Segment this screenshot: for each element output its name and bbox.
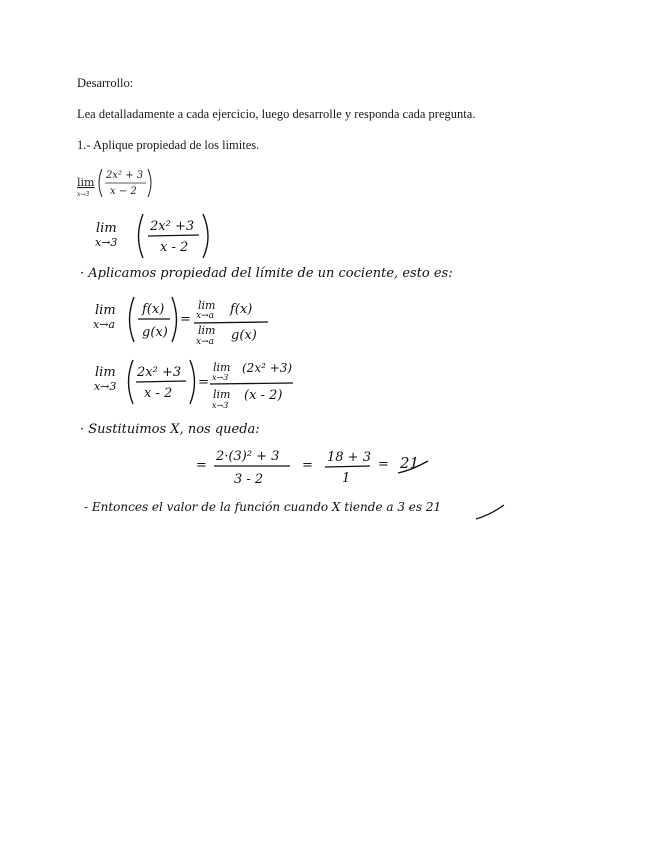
- row4-equals-2: =: [302, 458, 313, 473]
- row3-equals: =: [198, 375, 209, 390]
- hand-row-3: [94, 360, 293, 410]
- row2-r-denominator: g(x): [231, 328, 257, 343]
- row2-lim: lim: [95, 303, 116, 318]
- typed-lim: lim: [77, 176, 95, 189]
- row2-right-paren: [172, 297, 177, 342]
- row2-equals: =: [180, 312, 191, 327]
- row2-r-numerator: f(x): [230, 302, 253, 317]
- row3-r-lim-top: lim: [213, 361, 231, 374]
- hand-note-1: · Aplicamos propiedad del límite de un cociente, esto es:: [80, 266, 453, 281]
- row4-denominator: 3 - 2: [234, 472, 264, 487]
- row3-left-paren: [129, 360, 134, 404]
- row2-r-lim-top: lim: [198, 299, 216, 312]
- row2-r-sub-top: x→a: [196, 311, 214, 321]
- row3-r-sub-top: x→3: [212, 373, 229, 382]
- row3-r-lim-bot: lim: [213, 388, 231, 401]
- hand-row-2: [93, 297, 268, 347]
- row3-r-numerator: (2x² +3): [242, 361, 293, 375]
- typed-lim-sub: x→3: [77, 191, 90, 198]
- row2-r-sub-bot: x→a: [196, 337, 214, 347]
- row1-left-paren: [139, 214, 144, 258]
- row4-equals-3: =: [378, 457, 389, 472]
- row3-lim-sub: x→3: [94, 380, 117, 393]
- row3-right-paren: [190, 360, 195, 404]
- row1-lim: lim: [96, 221, 117, 236]
- row4-equals-1: =: [196, 458, 207, 473]
- heading-desarrollo: Desarrollo:: [77, 76, 134, 90]
- typed-denominator: x − 2: [110, 186, 137, 197]
- row3-denominator: x - 2: [144, 386, 173, 401]
- hand-row-1: [95, 214, 208, 258]
- row2-lim-sub: x→a: [93, 318, 115, 331]
- hand-note-3: - Entonces el valor de la función cuando X tiende a 3 es 21: [84, 500, 442, 514]
- row1-lim-sub: x→3: [95, 236, 118, 249]
- row2-denominator: g(x): [142, 325, 168, 340]
- row3-fraction-bar: [136, 381, 186, 382]
- exercise-1-title: 1.- Aplique propiedad de los limites.: [77, 138, 260, 152]
- row2-left-paren: [130, 297, 135, 342]
- final-result-underline: [476, 505, 504, 519]
- row1-denominator: x - 2: [160, 240, 189, 255]
- row3-r-sub-bot: x→3: [212, 401, 229, 410]
- row1-right-paren: [203, 214, 208, 258]
- row3-lim: lim: [95, 365, 116, 380]
- hand-note-2: · Sustituimos X, nos queda:: [80, 422, 260, 437]
- row4-denominator-2: 1: [342, 471, 351, 486]
- row2-numerator: f(x): [142, 302, 165, 317]
- hand-row-4: [196, 449, 428, 487]
- row4-numerator: 2·(3)² + 3: [216, 449, 280, 464]
- row4-result: 21: [400, 454, 420, 472]
- row1-fraction-bar: [148, 235, 199, 236]
- instruction-text: Lea detalladamente a cada ejercicio, luego desarrolle y responda cada pregunta.: [77, 107, 476, 121]
- row4-numerator-2: 18 + 3: [327, 450, 371, 465]
- row1-numerator: 2x² +3: [150, 219, 195, 234]
- row3-r-denominator: (x - 2): [244, 388, 283, 403]
- row3-r-fraction-bar: [210, 383, 293, 384]
- row2-r-lim-bot: lim: [198, 324, 216, 337]
- row4-fraction-bar-2: [325, 466, 370, 467]
- row2-r-fraction-bar: [194, 322, 268, 323]
- typed-numerator: 2x² + 3: [106, 170, 144, 181]
- row3-numerator: 2x² +3: [137, 365, 182, 380]
